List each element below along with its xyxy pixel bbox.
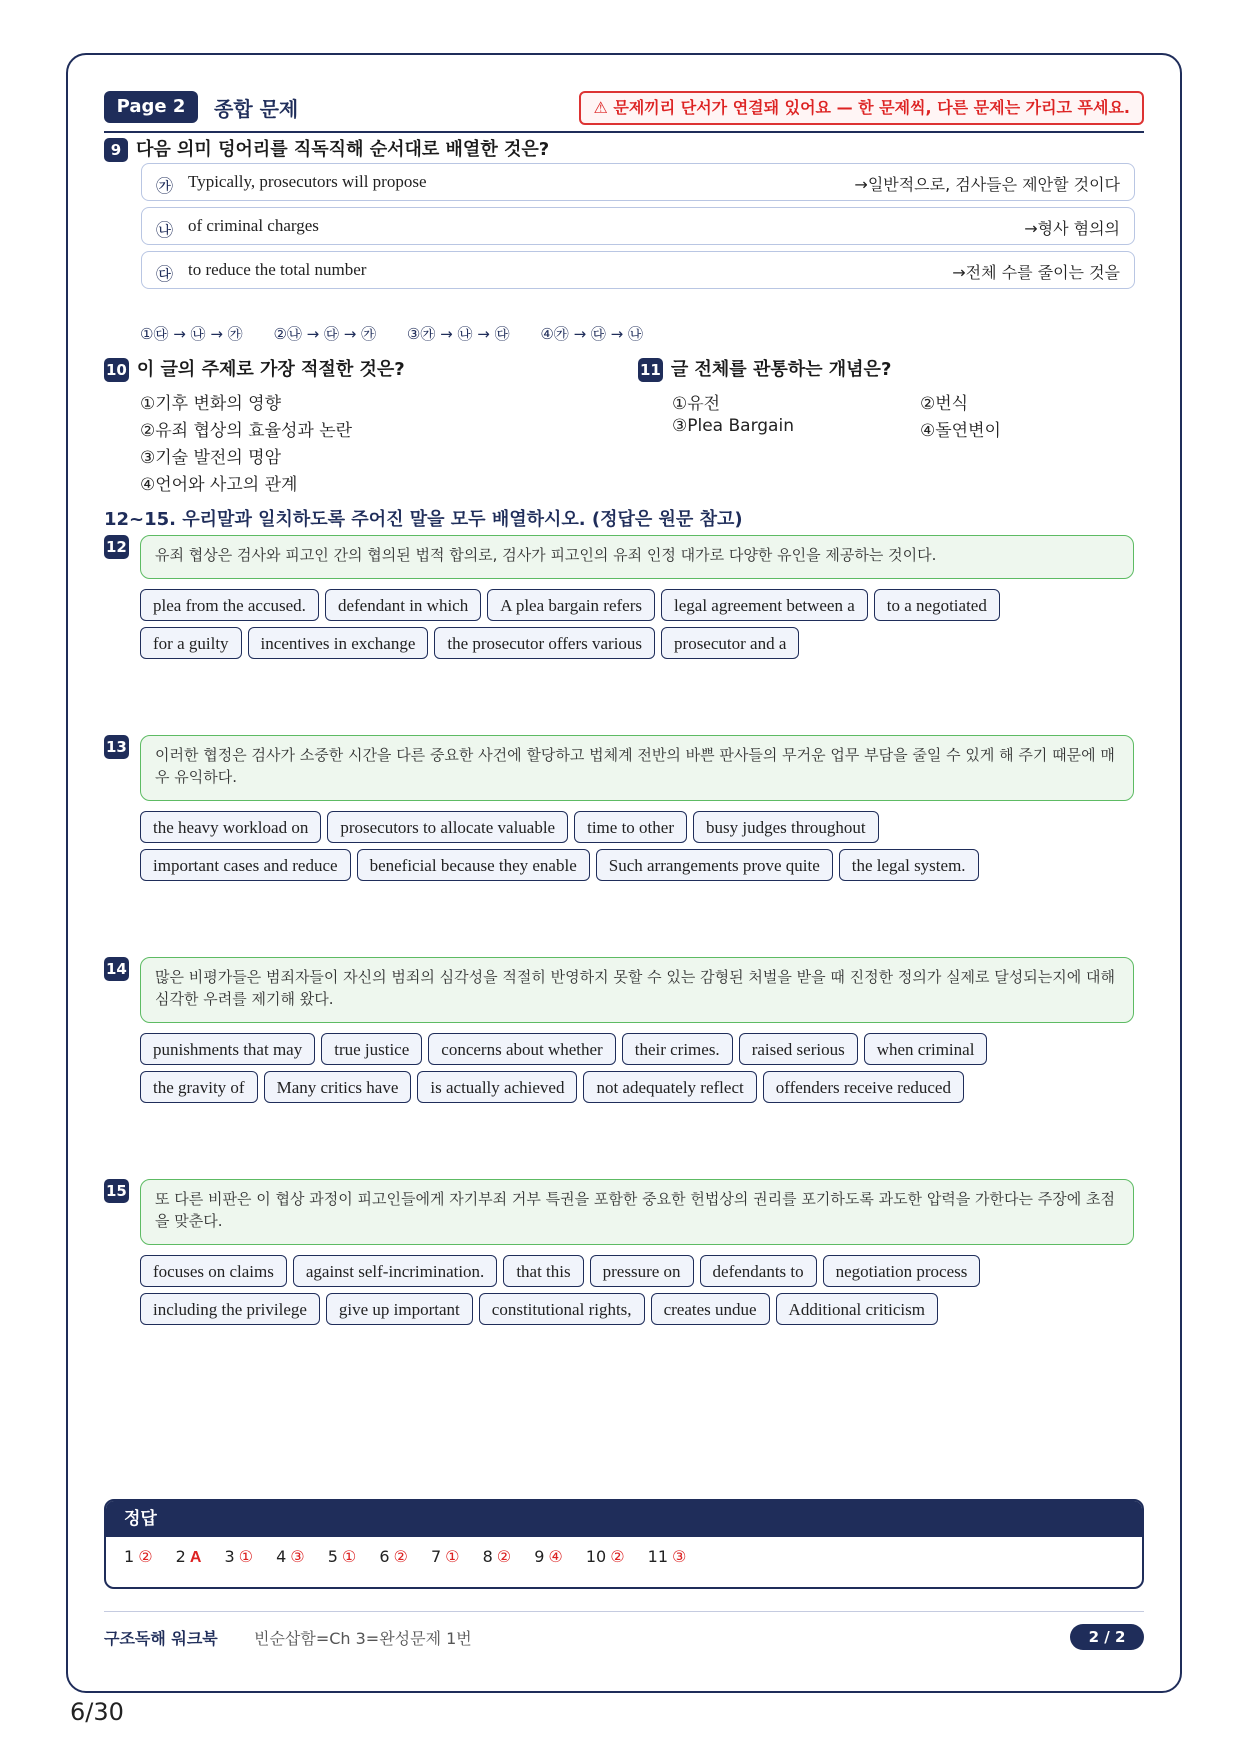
word-tile[interactable]: plea from the accused.: [140, 589, 319, 621]
word-tile[interactable]: the gravity of: [140, 1071, 258, 1103]
answer-number: 5: [327, 1547, 338, 1566]
answer-key: [104, 1499, 1144, 1589]
word-tile[interactable]: busy judges throughout: [693, 811, 879, 843]
question-number: 12: [104, 535, 129, 559]
page-footer: [104, 1611, 1144, 1652]
page-badge: Page 2: [104, 91, 198, 123]
word-tile[interactable]: Many critics have: [264, 1071, 412, 1103]
word-tile[interactable]: that this: [503, 1255, 583, 1287]
answer-value: ④: [548, 1547, 563, 1566]
question-number: 11: [638, 358, 663, 382]
word-tile[interactable]: time to other: [574, 811, 687, 843]
answer-value: ③: [290, 1547, 305, 1566]
section-title: 12~15. 우리말과 일치하도록 주어진 말을 모두 배열하시오. (정답은 원문 참고): [104, 509, 743, 530]
word-tile[interactable]: the heavy workload on: [140, 811, 321, 843]
answer-item: [483, 1547, 512, 1566]
word-tile[interactable]: pressure on: [590, 1255, 694, 1287]
word-tile[interactable]: true justice: [321, 1033, 422, 1065]
question-number: 15: [104, 1179, 129, 1203]
option[interactable]: ③Plea Bargain: [672, 416, 794, 436]
question-number: 13: [104, 735, 129, 759]
answer-item: [276, 1547, 305, 1566]
answer-item: [534, 1547, 563, 1566]
korean-sentence-box: 유죄 협상은 검사와 피고인 간의 협의된 법적 합의로, 검사가 피고인의 유죄 인정 대가로 다양한 유인을 제공하는 것이다.: [140, 535, 1134, 579]
question-11-title: [638, 355, 891, 382]
question-number: 10: [104, 358, 129, 382]
answer-item: [224, 1547, 253, 1566]
answer-value: ③: [672, 1547, 687, 1566]
word-tile[interactable]: important cases and reduce: [140, 849, 351, 881]
word-tile[interactable]: the legal system.: [839, 849, 979, 881]
word-tiles: [140, 811, 1140, 887]
answer-item: [176, 1547, 202, 1566]
answer-value: ①: [341, 1547, 357, 1566]
option[interactable]: ④㉮ → ㉰ → ㉯: [540, 325, 644, 343]
chunk-marker: ㉰: [156, 265, 173, 285]
answer-value: ①: [445, 1547, 460, 1566]
answer-item: [124, 1547, 153, 1566]
answer-list: [106, 1537, 1142, 1567]
word-tile[interactable]: prosecutor and a: [661, 627, 799, 659]
option[interactable]: ①유전: [672, 394, 721, 414]
word-tiles: [140, 1033, 1140, 1109]
question-10-title: [104, 355, 405, 382]
word-tile[interactable]: legal agreement between a: [661, 589, 868, 621]
word-tile[interactable]: defendants to: [700, 1255, 817, 1287]
word-tiles: [140, 1255, 1140, 1331]
word-tile[interactable]: Such arrangements prove quite: [596, 849, 833, 881]
option[interactable]: ④돌연변이: [920, 421, 1001, 441]
chunk-korean: →형사 혐의의: [1024, 219, 1120, 238]
page-header: [104, 91, 1144, 133]
answer-number: 9: [534, 1547, 545, 1566]
answer-number: 3: [224, 1547, 235, 1566]
answer-item: [328, 1547, 357, 1566]
answer-value: ②: [393, 1547, 408, 1566]
korean-sentence-box: 또 다른 비판은 이 협상 과정이 피고인들에게 자기부죄 거부 특권을 포함한 중요한 헌법상의 권리를 포기하도록 과도한 압력을 가한다는 주장에 초점을 맞춘다.: [140, 1179, 1134, 1245]
answer-value: ②: [138, 1547, 153, 1566]
word-tile[interactable]: including the privilege: [140, 1293, 320, 1325]
question-number: 14: [104, 957, 129, 981]
meaning-chunk: [141, 207, 1135, 245]
answer-value: A: [189, 1549, 202, 1566]
option[interactable]: ③㉮ → ㉯ → ㉰: [406, 325, 510, 343]
chunk-english: to reduce the total number: [188, 260, 367, 279]
page-title: 종합 문제: [214, 97, 299, 121]
page-counter: 6/30: [70, 1698, 124, 1726]
answer-value: ①: [238, 1547, 253, 1566]
chunk-marker: ㉯: [156, 221, 173, 241]
word-tile[interactable]: raised serious: [739, 1033, 858, 1065]
answer-item: [431, 1547, 460, 1566]
word-tile[interactable]: Additional criticism: [776, 1293, 938, 1325]
word-tile[interactable]: concerns about whether: [428, 1033, 615, 1065]
option[interactable]: ③기술 발전의 명암: [140, 448, 282, 468]
option[interactable]: ②번식: [920, 394, 969, 414]
chunk-english: Typically, prosecutors will propose: [188, 172, 427, 191]
word-tile[interactable]: incentives in exchange: [248, 627, 429, 659]
worksheet-page: [66, 53, 1182, 1693]
meaning-chunk: [141, 251, 1135, 289]
word-tile[interactable]: is actually achieved: [417, 1071, 577, 1103]
word-tile[interactable]: to a negotiated: [874, 589, 1000, 621]
korean-sentence-box: 많은 비평가들은 범죄자들이 자신의 범죄의 심각성을 적절히 반영하지 못할 수 있는 감형된 처벌을 받을 때 진정한 정의가 실제로 달성되는지에 대해 심각한 우려를 제기해 왔다.: [140, 957, 1134, 1023]
word-tile[interactable]: offenders receive reduced: [763, 1071, 964, 1103]
answer-number: 10: [585, 1547, 607, 1566]
answer-number: 8: [482, 1547, 493, 1566]
answer-value: ②: [610, 1547, 625, 1566]
answer-item: [379, 1547, 408, 1566]
answer-number: 1: [124, 1547, 135, 1566]
question-9-options: [140, 323, 669, 344]
answer-key-title: 정답: [106, 1501, 1142, 1537]
word-tiles: [140, 589, 1140, 665]
word-tile[interactable]: beneficial because they enable: [357, 849, 590, 881]
meaning-chunk: [141, 163, 1135, 201]
option[interactable]: ①㉰ → ㉯ → ㉮: [140, 325, 243, 343]
word-tile[interactable]: give up important: [326, 1293, 473, 1325]
word-tile[interactable]: defendant in which: [325, 589, 481, 621]
warning-banner: ⚠ 문제끼리 단서가 연결돼 있어요 — 한 문제씩, 다른 문제는 가리고 푸세요.: [579, 91, 1144, 125]
question-number: 9: [104, 138, 128, 162]
option[interactable]: ②㉯ → ㉰ → ㉮: [273, 325, 377, 343]
word-tile[interactable]: punishments that may: [140, 1033, 315, 1065]
word-tile[interactable]: A plea bargain refers: [487, 589, 655, 621]
word-tile[interactable]: constitutional rights,: [479, 1293, 645, 1325]
answer-number: 7: [430, 1547, 442, 1566]
option[interactable]: ②유죄 협상의 효율성과 논란: [140, 421, 353, 441]
footer-brand: 구조독해 워크북: [104, 1629, 218, 1648]
word-tile[interactable]: creates undue: [651, 1293, 770, 1325]
answer-number: 11: [647, 1547, 668, 1566]
chunk-korean: →일반적으로, 검사들은 제안할 것이다: [854, 175, 1120, 194]
answer-item: [586, 1547, 625, 1566]
word-tile[interactable]: prosecutors to allocate valuable: [327, 811, 568, 843]
answer-number: 6: [379, 1547, 390, 1566]
question-9-title: [104, 135, 549, 162]
word-tile[interactable]: focuses on claims: [140, 1255, 287, 1287]
option[interactable]: ①기후 변화의 영향: [140, 394, 282, 414]
answer-number: 4: [276, 1547, 287, 1566]
word-tile[interactable]: for a guilty: [140, 627, 242, 659]
word-tile[interactable]: negotiation process: [823, 1255, 981, 1287]
word-tile[interactable]: their crimes.: [622, 1033, 733, 1065]
question-text: 글 전체를 관통하는 개념은?: [670, 359, 892, 380]
word-tile[interactable]: against self-incrimination.: [293, 1255, 497, 1287]
answer-item: [648, 1547, 687, 1566]
word-tile[interactable]: the prosecutor offers various: [434, 627, 655, 659]
answer-value: ②: [496, 1547, 512, 1566]
chunk-korean: →전체 수를 줄이는 것을: [952, 263, 1120, 282]
chunk-english: of criminal charges: [188, 216, 319, 235]
answer-number: 2: [175, 1547, 186, 1566]
question-text: 다음 의미 덩어리를 직독직해 순서대로 배열한 것은?: [136, 139, 550, 160]
option[interactable]: ④언어와 사고의 관계: [140, 475, 298, 495]
question-text: 이 글의 주제로 가장 적절한 것은?: [136, 359, 405, 380]
footer-page-badge: 2 / 2: [1070, 1624, 1144, 1650]
footer-subtitle: 빈순삽함=Ch 3=완성문제 1번: [254, 1629, 472, 1648]
korean-sentence-box: 이러한 협정은 검사가 소중한 시간을 다른 중요한 사건에 할당하고 법체계 전반의 바쁜 판사들의 무거운 업무 부담을 줄일 수 있게 해 주기 때문에 매우 유익하다.: [140, 735, 1134, 801]
chunk-marker: ㉮: [156, 177, 173, 197]
word-tile[interactable]: not adequately reflect: [583, 1071, 756, 1103]
word-tile[interactable]: when criminal: [864, 1033, 988, 1065]
